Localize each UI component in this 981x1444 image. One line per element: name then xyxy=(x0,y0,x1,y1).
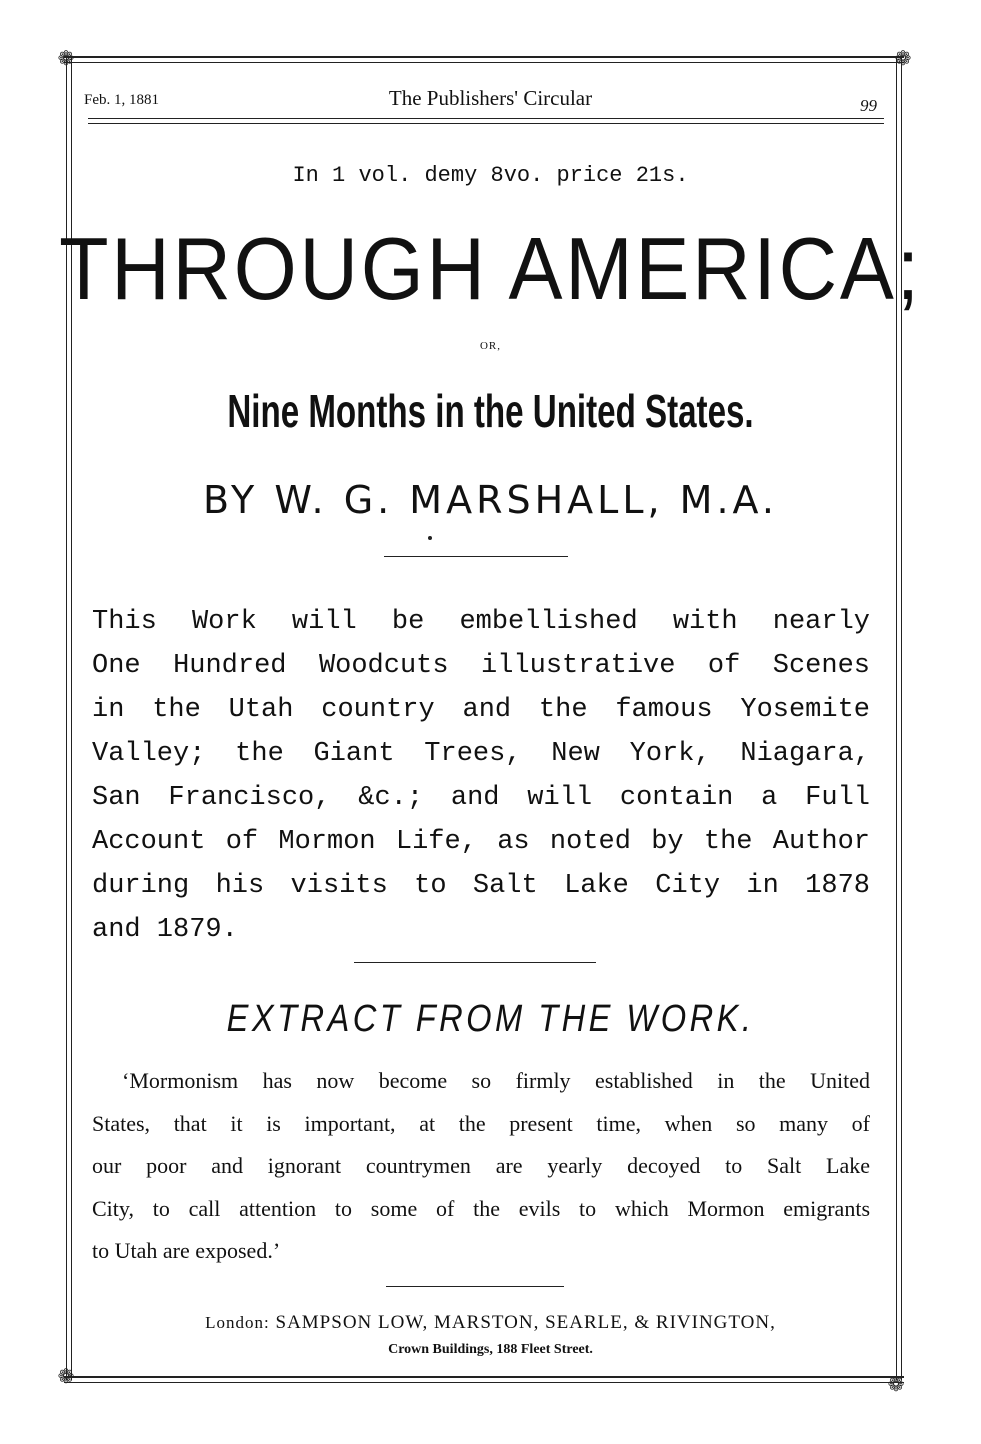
frame-bottom-rule-inner xyxy=(64,1382,904,1383)
corner-ornament-icon: ❁ xyxy=(57,46,75,70)
description-line: One Hundred Woodcuts illustrative of Scenes xyxy=(92,651,870,681)
header-date: Feb. 1, 1881 xyxy=(84,92,159,108)
description-line: This Work will be embellished with nearly xyxy=(92,607,870,637)
book-subtitle: Nine Months in the United States. xyxy=(227,385,754,437)
corner-ornament-icon: ❁ xyxy=(894,46,912,70)
frame-bottom-rule xyxy=(64,1376,904,1378)
section-divider xyxy=(384,556,568,557)
publisher-imprint xyxy=(0,1312,981,1334)
header-page-number: 99 xyxy=(860,96,877,115)
extract-quote xyxy=(92,1060,870,1273)
description-line: and 1879. xyxy=(92,915,238,945)
frame-top-rule xyxy=(64,56,904,58)
author-line: BY W. G. MARSHALL, M.A. xyxy=(203,478,778,522)
corner-ornament-icon: ❁ xyxy=(887,1372,905,1396)
description-line: in the Utah country and the famous Yosemite xyxy=(92,695,870,725)
header-publication-title: The Publishers' Circular xyxy=(388,86,593,110)
description-line: Account of Mormon Life, as noted by the Author xyxy=(92,827,870,857)
section-divider xyxy=(386,1286,564,1287)
imprint-address: Crown Buildings, 188 Fleet Street. xyxy=(388,1342,593,1357)
quote-line: our poor and ignorant countrymen are yearly decoyed to Salt Lake xyxy=(92,1153,870,1178)
quote-line: to Utah are exposed.’ xyxy=(92,1238,281,1263)
description-line: Valley; the Giant Trees, New York, Niagara, xyxy=(92,739,870,769)
header-rule xyxy=(88,123,884,124)
quote-line: City, to call attention to some of the evils to which Mormon emigrants xyxy=(92,1195,870,1221)
book-title: THROUGH AMERICA; xyxy=(59,219,922,318)
corner-ornament-icon: ❁ xyxy=(57,1364,75,1388)
edition-line: In 1 vol. demy 8vo. price 21s. xyxy=(292,163,689,188)
quote-line: States, that it is important, at the present time, when so many of xyxy=(92,1110,870,1136)
imprint-city: London: xyxy=(205,1313,270,1332)
ink-dot xyxy=(428,536,432,540)
frame-top-rule-inner xyxy=(64,62,904,63)
description-paragraph xyxy=(92,600,870,952)
title-or: OR, xyxy=(479,340,502,352)
imprint-publisher: SAMPSON LOW, MARSTON, SEARLE, & RIVINGTON, xyxy=(275,1312,776,1333)
header-rule xyxy=(88,118,884,119)
description-line: during his visits to Salt Lake City in 1878 xyxy=(92,871,870,901)
quote-line: ‘Mormonism has now become so firmly established in the United xyxy=(122,1068,870,1093)
section-divider xyxy=(354,962,596,963)
extract-heading: EXTRACT FROM THE WORK. xyxy=(226,998,755,1040)
description-line: San Francisco, &c.; and will contain a Full xyxy=(92,783,870,813)
